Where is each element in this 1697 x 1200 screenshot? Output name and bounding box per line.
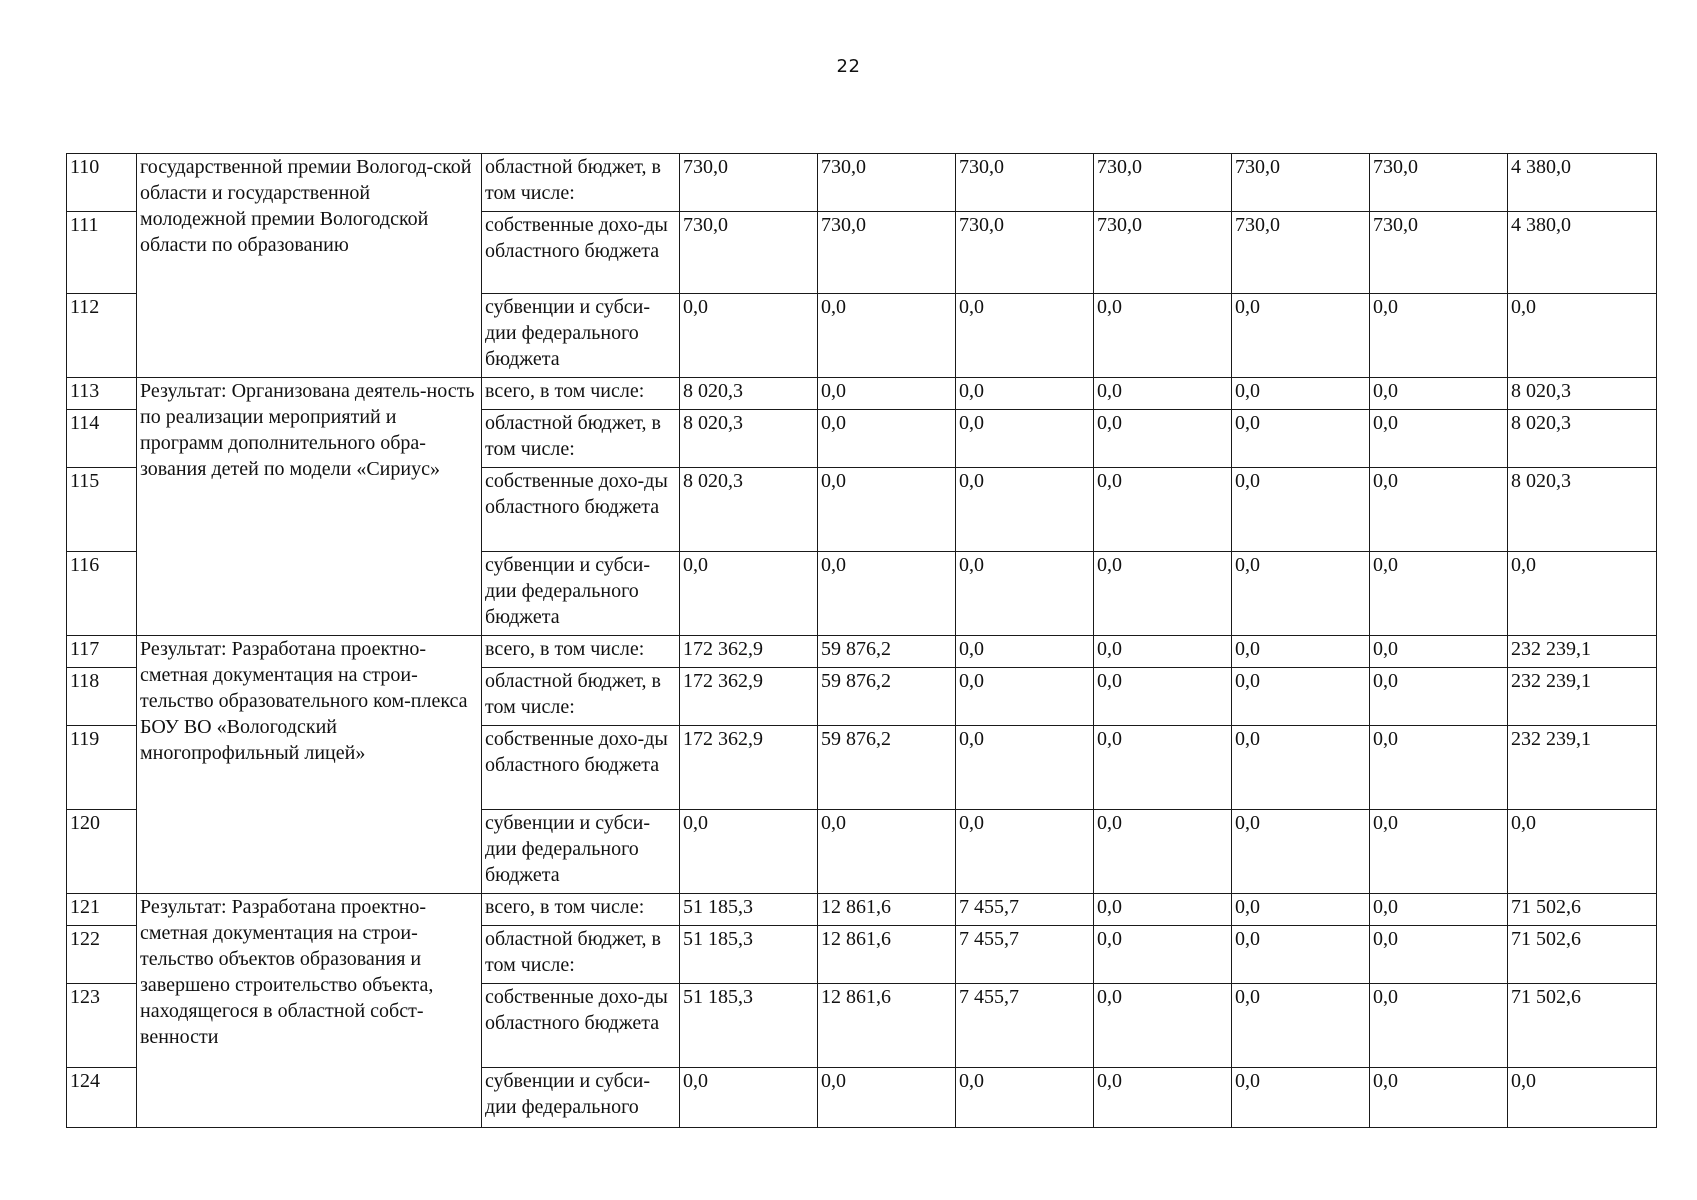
year-value: 172 362,9 <box>680 636 818 668</box>
row-number: 116 <box>67 552 137 636</box>
funding-source: областной бюджет, в том числе: <box>482 926 680 984</box>
total-value: 8 020,3 <box>1508 468 1657 552</box>
row-number: 115 <box>67 468 137 552</box>
year-value: 0,0 <box>818 552 956 636</box>
year-value: 730,0 <box>1370 154 1508 212</box>
year-value: 8 020,3 <box>680 378 818 410</box>
funding-source: субвенции и субси-дии федерального <box>482 1068 680 1128</box>
year-value: 0,0 <box>818 378 956 410</box>
total-value: 232 239,1 <box>1508 668 1657 726</box>
year-value: 51 185,3 <box>680 984 818 1068</box>
year-value: 730,0 <box>818 154 956 212</box>
year-value: 0,0 <box>956 810 1094 894</box>
table-row <box>67 636 1657 668</box>
year-value: 0,0 <box>1370 926 1508 984</box>
year-value: 0,0 <box>1094 378 1232 410</box>
year-value: 0,0 <box>1232 926 1370 984</box>
year-value: 0,0 <box>1094 410 1232 468</box>
year-value: 0,0 <box>956 1068 1094 1128</box>
result-description: государственной премии Вологод-ской области и государственной молодежной премии Вологодской области по образованию <box>137 154 482 378</box>
funding-source: субвенции и субси-дии федерального бюджета <box>482 294 680 378</box>
total-value: 71 502,6 <box>1508 926 1657 984</box>
year-value: 0,0 <box>818 810 956 894</box>
year-value: 0,0 <box>1232 894 1370 926</box>
funding-source: всего, в том числе: <box>482 894 680 926</box>
year-value: 0,0 <box>956 410 1094 468</box>
result-description: Результат: Разработана проектно-сметная документация на строи-тельство образовательного ком-плекса БОУ ВО «Вологодский многопрофильный лицей» <box>137 636 482 894</box>
total-value: 4 380,0 <box>1508 212 1657 294</box>
funding-source: собственные дохо-ды областного бюджета <box>482 212 680 294</box>
table-row <box>67 894 1657 926</box>
year-value: 59 876,2 <box>818 636 956 668</box>
total-value: 232 239,1 <box>1508 726 1657 810</box>
row-number: 120 <box>67 810 137 894</box>
year-value: 0,0 <box>1370 1068 1508 1128</box>
row-number: 113 <box>67 378 137 410</box>
year-value: 12 861,6 <box>818 926 956 984</box>
year-value: 0,0 <box>1232 410 1370 468</box>
row-number: 122 <box>67 926 137 984</box>
row-number: 119 <box>67 726 137 810</box>
year-value: 7 455,7 <box>956 984 1094 1068</box>
budget-table <box>66 153 1657 1128</box>
year-value: 730,0 <box>1094 154 1232 212</box>
table-row <box>67 154 1657 212</box>
year-value: 0,0 <box>680 294 818 378</box>
year-value: 8 020,3 <box>680 410 818 468</box>
row-number: 111 <box>67 212 137 294</box>
year-value: 0,0 <box>956 378 1094 410</box>
year-value: 0,0 <box>1232 1068 1370 1128</box>
year-value: 59 876,2 <box>818 668 956 726</box>
year-value: 51 185,3 <box>680 926 818 984</box>
row-number: 110 <box>67 154 137 212</box>
row-number: 124 <box>67 1068 137 1128</box>
year-value: 0,0 <box>680 552 818 636</box>
funding-source: областной бюджет, в том числе: <box>482 668 680 726</box>
year-value: 730,0 <box>680 154 818 212</box>
year-value: 7 455,7 <box>956 926 1094 984</box>
funding-source: собственные дохо-ды областного бюджета <box>482 984 680 1068</box>
year-value: 0,0 <box>1094 1068 1232 1128</box>
year-value: 0,0 <box>1232 726 1370 810</box>
year-value: 0,0 <box>1370 894 1508 926</box>
funding-source: собственные дохо-ды областного бюджета <box>482 468 680 552</box>
year-value: 730,0 <box>956 212 1094 294</box>
year-value: 0,0 <box>1094 468 1232 552</box>
year-value: 0,0 <box>680 810 818 894</box>
year-value: 0,0 <box>1094 926 1232 984</box>
total-value: 0,0 <box>1508 552 1657 636</box>
year-value: 0,0 <box>1094 726 1232 810</box>
row-number: 117 <box>67 636 137 668</box>
year-value: 0,0 <box>1370 984 1508 1068</box>
year-value: 0,0 <box>680 1068 818 1128</box>
year-value: 0,0 <box>818 1068 956 1128</box>
table-body <box>67 154 1657 1128</box>
year-value: 730,0 <box>1094 212 1232 294</box>
year-value: 730,0 <box>1232 154 1370 212</box>
total-value: 71 502,6 <box>1508 984 1657 1068</box>
year-value: 0,0 <box>1232 984 1370 1068</box>
year-value: 0,0 <box>1094 984 1232 1068</box>
total-value: 0,0 <box>1508 1068 1657 1128</box>
year-value: 0,0 <box>1370 726 1508 810</box>
year-value: 0,0 <box>1094 668 1232 726</box>
year-value: 730,0 <box>1232 212 1370 294</box>
year-value: 12 861,6 <box>818 984 956 1068</box>
year-value: 0,0 <box>1094 894 1232 926</box>
year-value: 0,0 <box>1094 810 1232 894</box>
row-number: 121 <box>67 894 137 926</box>
year-value: 0,0 <box>1370 552 1508 636</box>
total-value: 8 020,3 <box>1508 410 1657 468</box>
year-value: 0,0 <box>1232 668 1370 726</box>
year-value: 0,0 <box>818 410 956 468</box>
year-value: 730,0 <box>956 154 1094 212</box>
funding-source: субвенции и субси-дии федерального бюджета <box>482 552 680 636</box>
row-number: 114 <box>67 410 137 468</box>
year-value: 0,0 <box>1232 468 1370 552</box>
funding-source: всего, в том числе: <box>482 378 680 410</box>
year-value: 0,0 <box>1094 552 1232 636</box>
row-number: 123 <box>67 984 137 1068</box>
table-row <box>67 378 1657 410</box>
year-value: 0,0 <box>818 294 956 378</box>
year-value: 0,0 <box>956 726 1094 810</box>
funding-source: всего, в том числе: <box>482 636 680 668</box>
year-value: 12 861,6 <box>818 894 956 926</box>
year-value: 0,0 <box>1370 468 1508 552</box>
year-value: 59 876,2 <box>818 726 956 810</box>
year-value: 0,0 <box>1370 636 1508 668</box>
year-value: 0,0 <box>1094 294 1232 378</box>
year-value: 0,0 <box>956 552 1094 636</box>
year-value: 0,0 <box>1370 668 1508 726</box>
funding-source: областной бюджет, в том числе: <box>482 410 680 468</box>
year-value: 730,0 <box>680 212 818 294</box>
year-value: 7 455,7 <box>956 894 1094 926</box>
funding-source: областной бюджет, в том числе: <box>482 154 680 212</box>
year-value: 0,0 <box>956 636 1094 668</box>
funding-source: собственные дохо-ды областного бюджета <box>482 726 680 810</box>
year-value: 0,0 <box>956 294 1094 378</box>
page-number: 22 <box>836 56 861 77</box>
total-value: 0,0 <box>1508 294 1657 378</box>
year-value: 0,0 <box>1370 810 1508 894</box>
year-value: 0,0 <box>956 468 1094 552</box>
total-value: 232 239,1 <box>1508 636 1657 668</box>
year-value: 0,0 <box>1370 410 1508 468</box>
year-value: 0,0 <box>1232 552 1370 636</box>
year-value: 0,0 <box>1232 636 1370 668</box>
year-value: 0,0 <box>1370 294 1508 378</box>
year-value: 172 362,9 <box>680 726 818 810</box>
year-value: 730,0 <box>1370 212 1508 294</box>
year-value: 0,0 <box>1232 294 1370 378</box>
funding-source: субвенции и субси-дии федерального бюджета <box>482 810 680 894</box>
year-value: 0,0 <box>1370 378 1508 410</box>
total-value: 4 380,0 <box>1508 154 1657 212</box>
total-value: 71 502,6 <box>1508 894 1657 926</box>
total-value: 8 020,3 <box>1508 378 1657 410</box>
year-value: 172 362,9 <box>680 668 818 726</box>
year-value: 8 020,3 <box>680 468 818 552</box>
year-value: 51 185,3 <box>680 894 818 926</box>
row-number: 112 <box>67 294 137 378</box>
year-value: 0,0 <box>956 668 1094 726</box>
year-value: 0,0 <box>1094 636 1232 668</box>
total-value: 0,0 <box>1508 810 1657 894</box>
row-number: 118 <box>67 668 137 726</box>
year-value: 0,0 <box>1232 378 1370 410</box>
result-description: Результат: Разработана проектно-сметная документация на строи-тельство объектов образования и завершено строительство объекта, находящегося в областной собст-венности <box>137 894 482 1128</box>
result-description: Результат: Организована деятель-ность по реализации мероприятий и программ дополнительного обра-зования детей по модели «Сириус» <box>137 378 482 636</box>
year-value: 0,0 <box>1232 810 1370 894</box>
year-value: 0,0 <box>818 468 956 552</box>
year-value: 730,0 <box>818 212 956 294</box>
